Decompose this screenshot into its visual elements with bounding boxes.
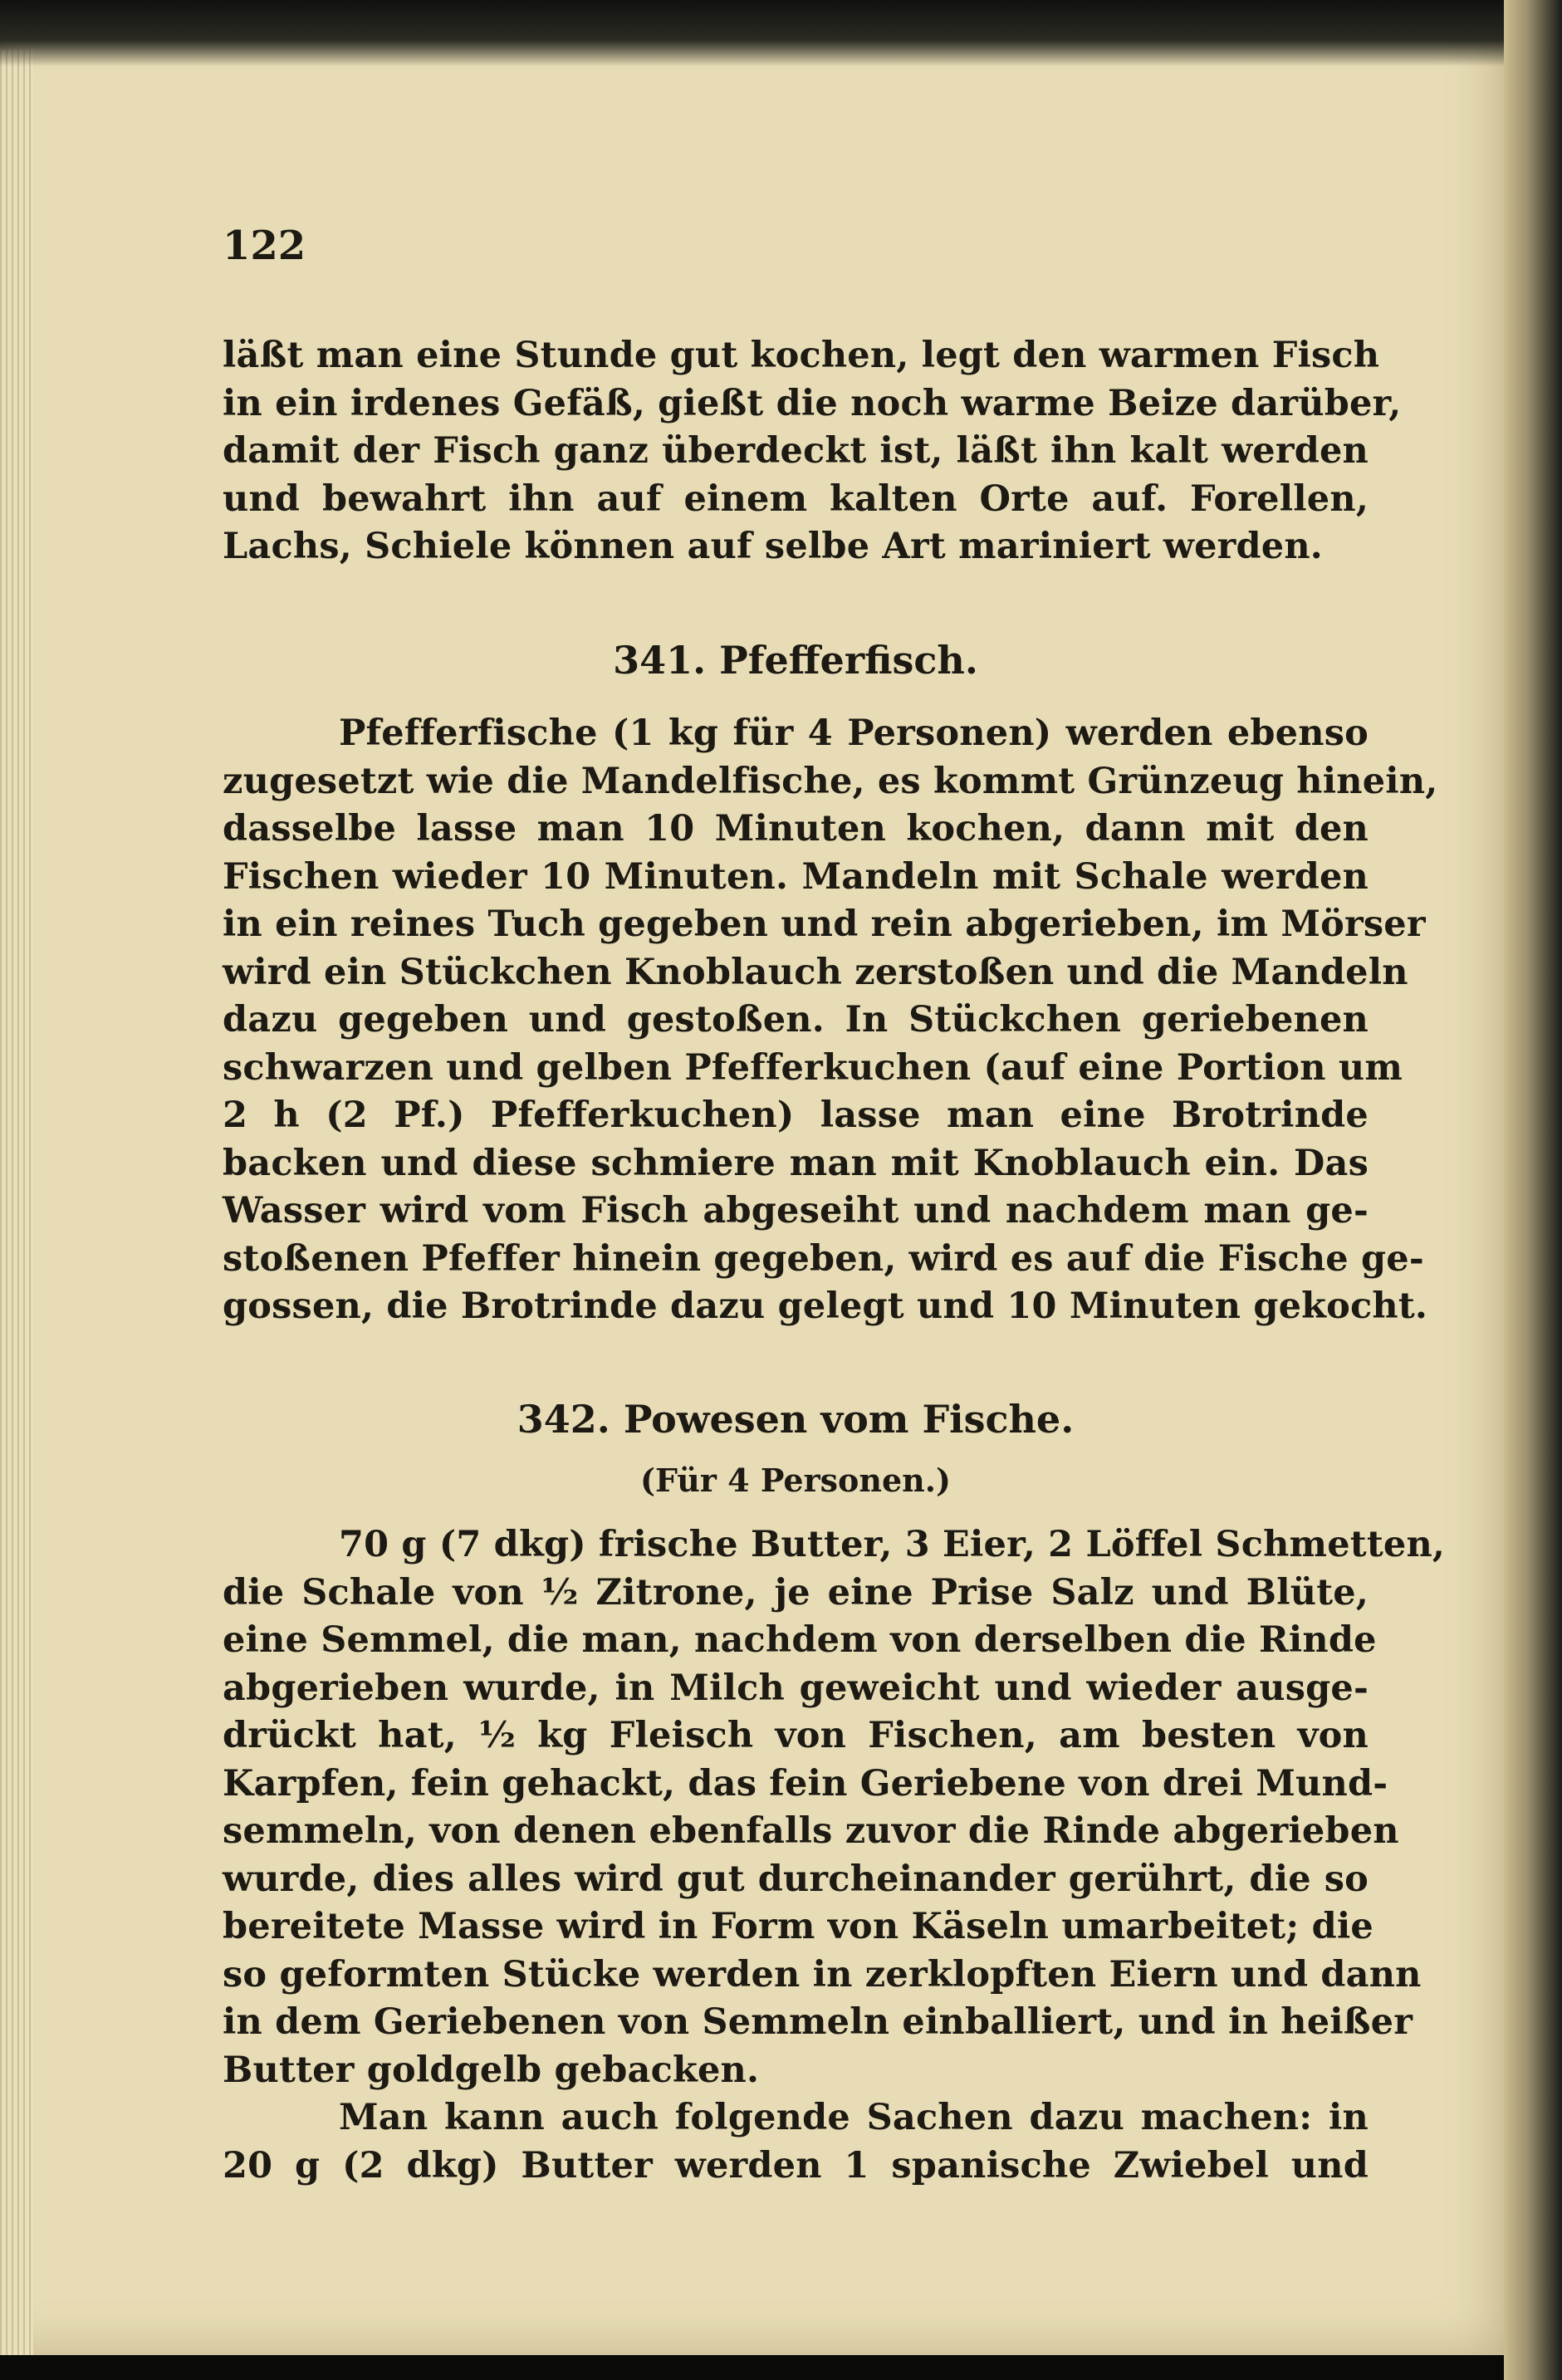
intro-paragraph [223, 332, 1402, 571]
text-line: in ein reines Tuch gegeben und rein abgerieben, im Mörser [223, 904, 1426, 945]
text-line: dazu gegeben und gestoßen. In Stückchen geriebenen [223, 999, 1369, 1041]
text-line: Lachs, Schiele können auf selbe Art mariniert werden. [223, 526, 1323, 567]
page-number: 122 [223, 223, 306, 269]
recipe-342-heading: 342. Powesen vom Fische. [517, 1397, 1075, 1442]
text-line: Man kann auch folgende Sachen dazu machen: in [339, 2097, 1369, 2138]
text-line: 2 h (2 Pf.) Pfefferkuchen) lasse man eine Brotrinde [223, 1095, 1369, 1136]
text-line: damit der Fisch ganz überdeckt ist, läßt ihn kalt werden [223, 430, 1369, 472]
book-spine-edge [0, 50, 33, 2355]
text-line: eine Semmel, die man, nachdem von derselben die Rinde [223, 1619, 1377, 1661]
text-line: Wasser wird vom Fisch abgeseiht und nachdem man ge- [223, 1190, 1369, 1232]
text-line: Pfefferfische (1 kg für 4 Personen) werden ebenso [339, 713, 1369, 754]
text-line: backen und diese schmiere man mit Knoblauch ein. Das [223, 1142, 1369, 1184]
text-line: drückt hat, ½ kg Fleisch von Fischen, am besten von [223, 1715, 1369, 1756]
text-line: wird ein Stückchen Knoblauch zerstoßen und die Mandeln [223, 951, 1408, 993]
text-line: in ein irdenes Gefäß, gießt die noch warme Beize darüber, [223, 382, 1402, 424]
recipe-342-paragraph [223, 1521, 1446, 2190]
text-line: abgerieben wurde, in Milch geweicht und wieder ausge- [223, 1667, 1369, 1709]
text-line: wurde, dies alles wird gut durcheinander gerührt, die so [223, 1858, 1369, 1900]
text-line: Butter goldgelb gebacken. [223, 2049, 760, 2091]
text-line: semmeln, von denen ebenfalls zuvor die Rinde abgerieben [223, 1810, 1399, 1852]
recipe-341-paragraph [223, 710, 1438, 1331]
text-line: so geformten Stücke werden in zerklopften Eiern und dann [223, 1953, 1422, 1996]
text-line: gossen, die Brotrinde dazu gelegt und 10 Minuten gekocht. [223, 1285, 1428, 1327]
text-line: die Schale von ½ Zitrone, je eine Prise Salz und Blüte, [223, 1571, 1369, 1614]
text-line: schwarzen und gelben Pfefferkuchen (auf eine Portion um [223, 1046, 1403, 1089]
text-line: zugesetzt wie die Mandelfische, es kommt Grünzeug hinein, [223, 760, 1438, 802]
text-line: läßt man eine Stunde gut kochen, legt den warmen Fisch [223, 335, 1380, 376]
recipe-342-subheading: (Für 4 Personen.) [640, 1462, 951, 1499]
recipe-341-heading: 341. Pfefferfisch. [613, 638, 978, 683]
text-line: 70 g (7 dkg) frische Butter, 3 Eier, 2 Löffel Schmetten, [339, 1524, 1446, 1565]
text-line: bereitete Masse wird in Form von Käseln umarbeitet; die [223, 1906, 1373, 1947]
text-line: stoßenen Pfeffer hinein gegeben, wird es auf die Fische ge- [223, 1237, 1424, 1280]
text-line: Karpfen, fein gehackt, das fein Geriebene von drei Mund- [223, 1762, 1388, 1805]
text-line: Fischen wieder 10 Minuten. Mandeln mit Schale werden [223, 855, 1369, 898]
page-top-shadow [0, 0, 1562, 66]
text-line: dasselbe lasse man 10 Minuten kochen, dann mit den [223, 808, 1369, 850]
page-right-edge [1504, 0, 1562, 2380]
text-line: und bewahrt ihn auf einem kalten Orte auf. Forellen, [223, 477, 1369, 520]
text-line: in dem Geriebenen von Semmeln einballiert, und in heißer [223, 2001, 1413, 2043]
text-line: 20 g (2 dkg) Butter werden 1 spanische Zwiebel und [223, 2144, 1369, 2187]
